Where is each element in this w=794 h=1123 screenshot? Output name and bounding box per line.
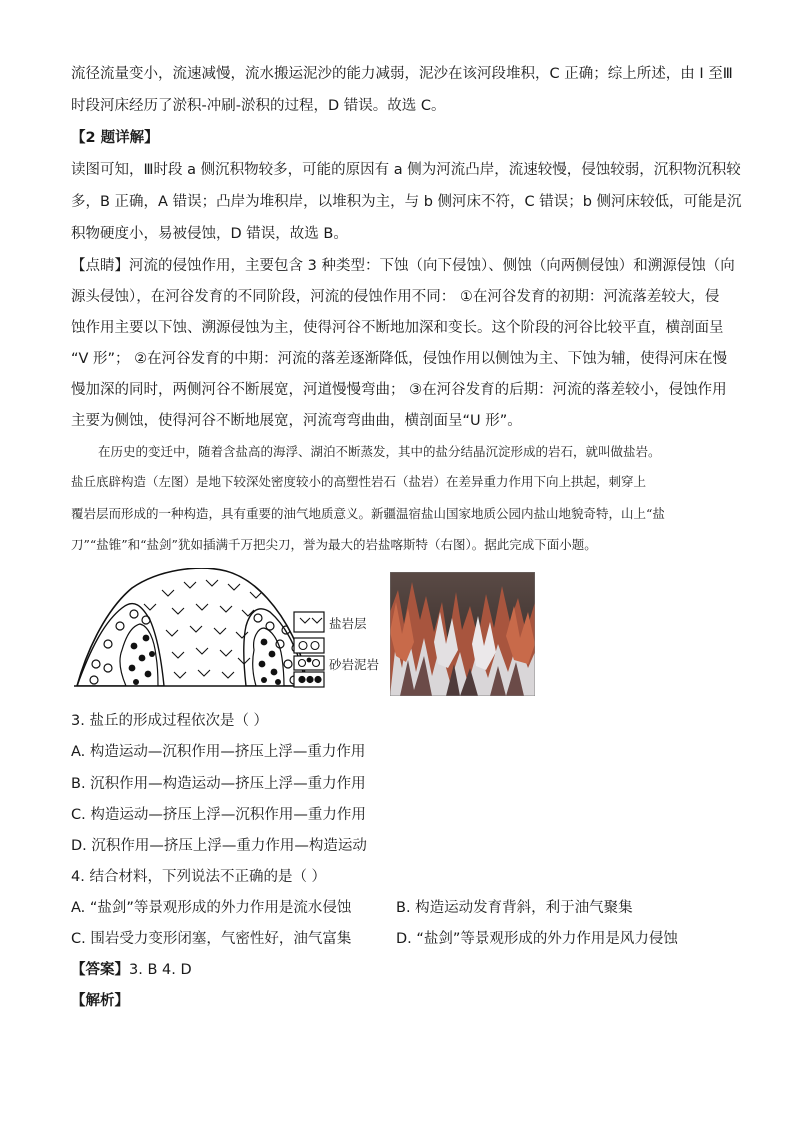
text-line: 慢加深的同时，两侧河谷不断展宽，河道慢慢弯曲； ③在河谷发育的后期：河流的落差较小，侵蚀作用 bbox=[71, 382, 727, 398]
text-line: 积物硬度小，易被侵蚀，D 错误，故选 B。 bbox=[71, 226, 348, 242]
answer-text: 3. B 4. D bbox=[129, 962, 192, 978]
answer-label: 【答案】 bbox=[71, 962, 129, 978]
text-line: “V 形”； ②在河谷发育的中期：河流的落差逐渐降低，侵蚀作用以侧蚀为主、下蚀为辅，使得河床在慢 bbox=[71, 351, 728, 367]
legend-salt-label: 盐岩层 bbox=[329, 617, 367, 631]
q4-option-a: A. “盐剑”等景观形成的外力作用是流水侵蚀 bbox=[71, 900, 352, 916]
passage-line: 在历史的变迁中，随着含盐高的海浮、湖泊不断蒸发，其中的盐分结晶沉淀形成的岩石，就叫做盐岩。 bbox=[98, 444, 661, 459]
salt-dome-diagram bbox=[74, 568, 392, 694]
answer-line bbox=[71, 960, 731, 980]
text-line: 蚀作用主要以下蚀、溯源侵蚀为主，使得河谷不断地加深和变长。这个阶段的河谷比较平直，横剖面呈 bbox=[71, 320, 724, 336]
option-a: A. 构造运动—沉积作用—挤压上浮—重力作用 bbox=[71, 744, 366, 760]
option-b: B. 沉积作用—构造运动—挤压上浮—重力作用 bbox=[71, 776, 366, 792]
question-stem: 4. 结合材料，下列说法不正确的是（ ） bbox=[71, 869, 327, 885]
text-line: 时段河床经历了淤积-冲刷-淤积的过程，D 错误。故选 C。 bbox=[71, 98, 446, 114]
text-line: 多，B 正确，A 错误；凸岸为堆积岸，以堆积为主，与 b 侧河床不符，C 错误；b 侧河床较低，可能是沉 bbox=[71, 194, 742, 210]
text-line: 读图可知，Ⅲ时段 a 侧沉积物较多，可能的原因有 a 侧为河流凸岸，流速较慢，侵蚀较弱，沉积物沉积较 bbox=[71, 162, 741, 178]
q4-option-b: B. 构造运动发育背斜，利于油气聚集 bbox=[396, 900, 633, 916]
q4-option-d: D. “盐剑”等景观形成的外力作用是风力侵蚀 bbox=[396, 931, 678, 947]
option-d: D. 沉积作用—挤压上浮—重力作用—构造运动 bbox=[71, 838, 367, 854]
diagram-legend bbox=[294, 612, 379, 687]
q4-option-c: C. 围岩受力变形闭塞，气密性好，油气富集 bbox=[71, 931, 352, 947]
legend-sand-label: 砂岩泥岩 bbox=[329, 658, 380, 672]
option-c: C. 构造运动—挤压上浮—沉积作用—重力作用 bbox=[71, 807, 366, 823]
passage-line: 盐丘底辟构造（左图）是地下较深处密度较小的高塑性岩石（盐岩）在差异重力作用下向上拱起，刺穿上 bbox=[71, 474, 647, 489]
passage-line: 覆岩层而形成的一种构造，具有重要的油气地质意义。新疆温宿盐山国家地质公园内盐山地貌奇特，山上“盐 bbox=[71, 506, 665, 521]
section-heading: 【2 题详解】 bbox=[71, 130, 159, 146]
analysis-label: 【解析】 bbox=[71, 993, 129, 1009]
question-stem: 3. 盐丘的形成过程依次是（ ） bbox=[71, 713, 269, 729]
text-line: 流径流量变小，流速减慢，流水搬运泥沙的能力减弱，泥沙在该河段堆积，C 正确；综上所述，由 I 至Ⅲ bbox=[71, 66, 733, 82]
text-line: 源头侵蚀），在河谷发育的不同阶段，河流的侵蚀作用不同： ①在河谷发育的初期：河流落差较大，侵 bbox=[71, 289, 720, 305]
passage-line: 刀”“盐锥”和“盐剑”犹如插满千万把尖刀，誉为最大的岩盐喀斯特（右图）。据此完成下面小题。 bbox=[71, 537, 597, 552]
salt-karst-photo bbox=[390, 572, 535, 696]
text-line: 【点睛】河流的侵蚀作用，主要包含 3 种类型：下蚀（向下侵蚀）、侧蚀（向两侧侵蚀）和溯源侵蚀（向 bbox=[71, 258, 735, 274]
text-line: 主要为侧蚀，使得河谷不断地展宽，河流弯弯曲曲，横剖面呈“U 形”。 bbox=[71, 413, 522, 429]
